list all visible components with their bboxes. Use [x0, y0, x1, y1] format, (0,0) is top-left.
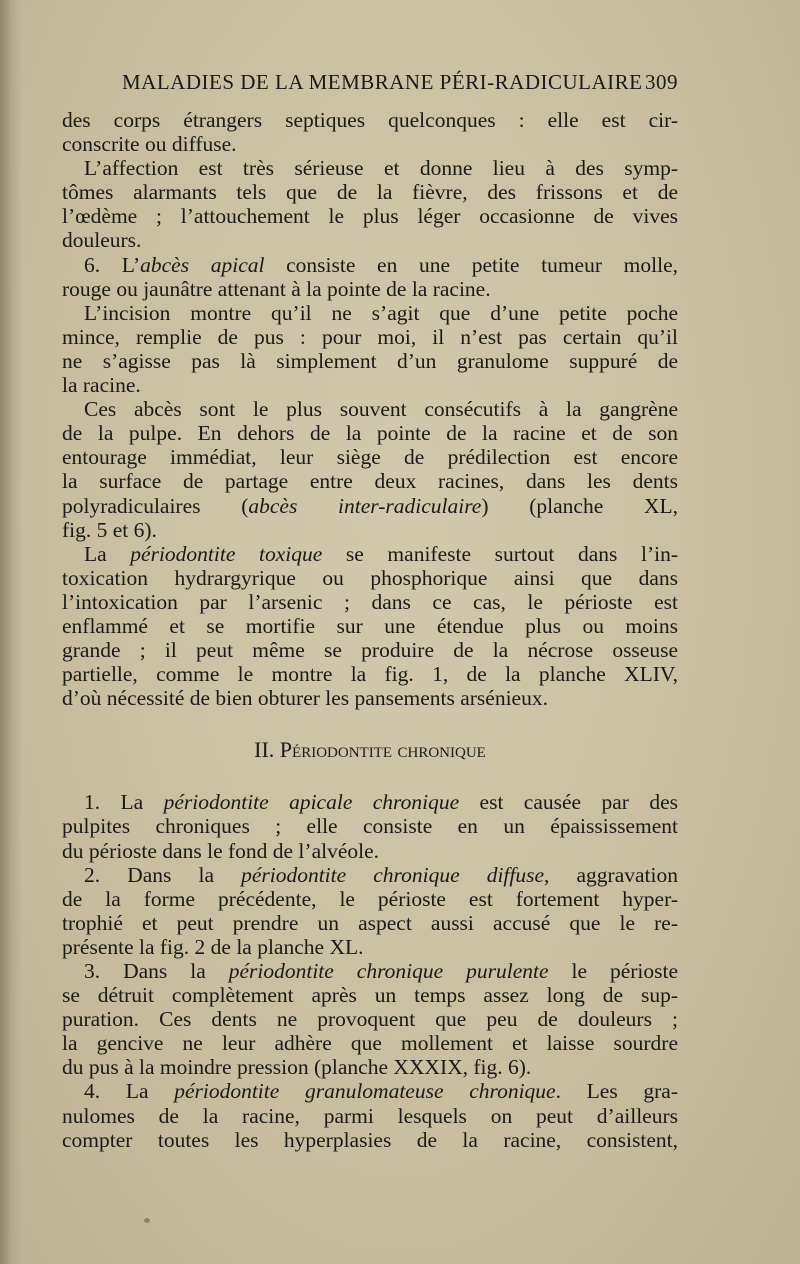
text-run: ) (planche XL,: [481, 493, 678, 518]
binding-edge: [0, 0, 22, 1264]
text-line: rouge ou jaunâtre attenant à la pointe de la racine.: [62, 276, 491, 301]
text-line: l’œdème ; l’attouchement le plus léger occasionne de vives: [62, 204, 678, 229]
item-periodontite-apicale-chronique: [62, 790, 678, 862]
item-periodontite-chronique-diffuse: [62, 863, 678, 959]
running-header: [62, 70, 678, 100]
text-run: le périoste: [548, 959, 679, 983]
item-number: 4. La: [84, 1079, 175, 1104]
text-line: [62, 253, 678, 277]
item-number: 6. L’: [84, 252, 141, 277]
text-line: L’affection est très sérieuse et donne lieu à des symp-: [84, 156, 678, 181]
text-line: du pus à la moindre pression (planche XXXIX, fig. 6).: [62, 1055, 532, 1080]
text-line: [62, 959, 678, 983]
text-run: se manifeste surtout dans l’in-: [322, 541, 678, 566]
text-run: , aggravation: [544, 862, 678, 887]
text-line: toxication hydrargyrique ou phosphorique ainsi que dans: [62, 565, 678, 590]
paper-speck: [144, 1218, 150, 1223]
text-line: Ces abcès sont le plus souvent consécutifs à la gangrène: [84, 397, 678, 422]
item-number: 2. Dans la: [84, 862, 242, 887]
text-run: . Les gra-: [555, 1079, 678, 1104]
text-line: [62, 1079, 678, 1103]
item-periodontite-granulomateuse: [62, 1079, 678, 1151]
section-numeral: II.: [254, 737, 275, 763]
section-title: Périodontite chronique: [279, 737, 486, 763]
text-line: enflammé et se mortifie sur une étendue plus ou moins: [62, 613, 678, 638]
text-line: tômes alarmants tels que de la fièvre, des frissons et de: [62, 180, 678, 205]
term-periodontite-toxique: périodontite toxique: [130, 541, 323, 566]
paragraph-abces-gangrene: [62, 397, 678, 542]
term-periodontite-chronique-diffuse: périodontite chronique diffuse: [241, 862, 545, 887]
text-line: de la forme précédente, le périoste est fortement hyper-: [62, 886, 678, 911]
term-abces-inter-radiculaire: abcès inter-radiculaire: [248, 493, 482, 518]
text-line: compter toutes les hyperplasies de la racine, consistent,: [62, 1127, 678, 1152]
text-line: puration. Ces dents ne provoquent que peu de douleurs ;: [62, 1007, 678, 1032]
text-line: présente la fig. 2 de la planche XL.: [62, 934, 364, 959]
text-line: des corps étrangers septiques quelconques : elle est cir-: [62, 108, 678, 132]
text-line: [62, 494, 678, 518]
item-number: 1. La: [84, 790, 164, 815]
text-line: du périoste dans le fond de l’alvéole.: [62, 838, 380, 863]
text-line: de la pulpe. En dehors de la pointe de la racine et de son: [62, 421, 678, 446]
text-line: [62, 542, 678, 566]
term-periodontite-granulomateuse-chronique: périodontite granulomateuse chronique: [174, 1079, 556, 1104]
text-line: douleurs.: [62, 228, 142, 253]
text-line: grande ; il peut même se produire de la nécrose osseuse: [62, 638, 678, 663]
body-text: [62, 108, 678, 1152]
page-number: 309: [645, 70, 678, 94]
paragraph-foreign-bodies: [62, 108, 678, 156]
text-line: partielle, comme le montre la fig. 1, de la planche XLIV,: [62, 662, 678, 687]
text-line: d’où nécessité de bien obturer les pansements arsénieux.: [62, 686, 548, 711]
term-periodontite-apicale-chronique: périodontite apicale chronique: [163, 790, 460, 815]
text-run: La: [84, 541, 131, 566]
text-line: entourage immédiat, leur siège de prédilection est encore: [62, 445, 678, 470]
text-line: trophié et peut prendre un aspect aussi accusé que le re-: [62, 910, 678, 935]
text-run: consiste en une petite tumeur molle,: [264, 252, 678, 277]
text-line: mince, remplie de pus : pour moi, il n’est pas certain qu’il: [62, 324, 678, 349]
text-line: la gencive ne leur adhère que mollement et laisse sourdre: [62, 1031, 678, 1056]
text-run: polyradiculaires (: [62, 493, 249, 518]
text-line: [62, 863, 678, 887]
paragraph-periodontite-toxique: [62, 542, 678, 711]
item-number: 3. Dans la: [84, 959, 229, 983]
running-header-title: MALADIES DE LA MEMBRANE PÉRI-RADICULAIRE: [122, 70, 643, 94]
text-line: nulomes de la racine, parmi lesquels on peut d’ailleurs: [62, 1103, 678, 1128]
item-periodontite-chronique-purulente: [62, 959, 678, 1079]
paragraph-incision: [62, 301, 678, 397]
text-line: fig. 5 et 6).: [62, 517, 157, 542]
paragraph-abces-apical: [62, 253, 678, 301]
text-line: [62, 790, 678, 814]
paragraph-affection: [62, 156, 678, 252]
term-abces-apical: abcès apical: [140, 252, 265, 277]
text-line: pulpites chroniques ; elle consiste en un épaississement: [62, 814, 678, 839]
section-heading: [62, 710, 678, 790]
text-line: se détruit complètement après un temps assez long de sup-: [62, 983, 678, 1008]
text-line: l’intoxication par l’arsenic ; dans ce cas, le périoste est: [62, 589, 678, 614]
term-periodontite-chronique-purulente: périodontite chronique purulente: [228, 959, 549, 983]
text-line: ne s’agisse pas là simplement d’un granulome suppuré de: [62, 348, 678, 373]
text-line: conscrite ou diffuse.: [62, 132, 237, 157]
text-line: la racine.: [62, 373, 141, 398]
text-line: L’incision montre qu’il ne s’agit que d’une petite poche: [84, 300, 678, 325]
text-line: la surface de partage entre deux racines, dans les dents: [62, 469, 678, 494]
text-run: est causée par des: [459, 790, 678, 815]
